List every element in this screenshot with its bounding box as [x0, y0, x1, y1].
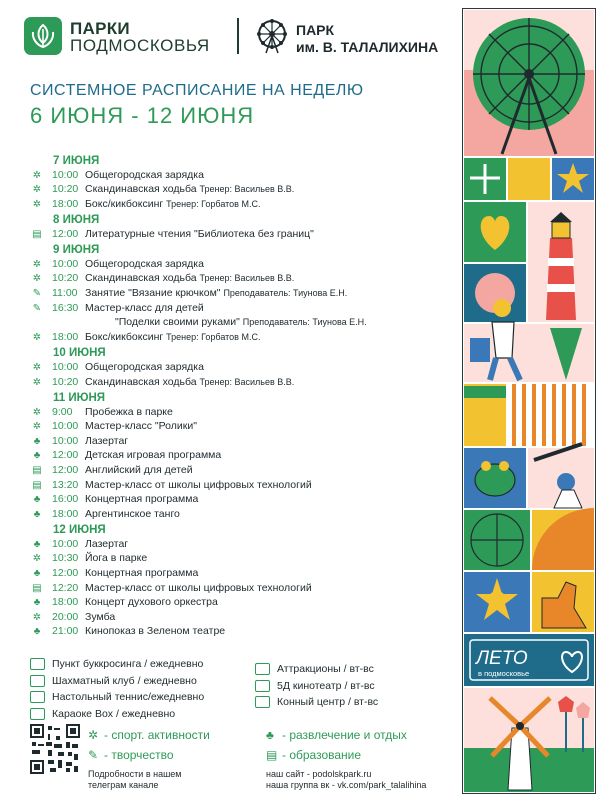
cinema-icon — [255, 680, 270, 692]
sport-icon: ✲ — [32, 198, 42, 210]
event-host: Тренер: Васильев В.В. — [199, 273, 295, 284]
day-heading: 7 ИЮНЯ — [53, 154, 100, 167]
feature-item: Караоке Box / ежедневно — [30, 706, 204, 723]
book-icon: ▤ — [266, 748, 278, 762]
fun-icon: ♣ — [33, 597, 41, 609]
sport-icon: ✲ — [32, 553, 42, 565]
contacts — [266, 769, 426, 791]
feature-item: Настольный теннис/ежедневно — [30, 689, 204, 706]
dog-icon — [532, 572, 594, 632]
sport-icon: ✲ — [32, 611, 42, 623]
brand-line2: ПОДМОСКОВЬЯ — [70, 36, 210, 55]
astronomer-icon — [528, 444, 594, 508]
event-title — [85, 301, 204, 316]
sport-icon: ✲ — [32, 331, 42, 343]
event-title — [85, 566, 198, 581]
legend-sport: ✲ - спорт. активности — [88, 728, 210, 742]
feature-item: Шахматный клуб / ежедневно — [30, 673, 204, 690]
event-time: 18:00 — [52, 330, 79, 343]
event-time: 12:00 — [52, 464, 79, 476]
site-link[interactable]: наш сайт - podolskpark.ru — [266, 769, 372, 779]
event-row — [30, 286, 450, 301]
event-time: 10:00 — [52, 420, 79, 433]
creative-icon: ✎ — [88, 748, 99, 762]
event-time: 12:00 — [52, 567, 79, 580]
event-title-cont — [115, 315, 367, 330]
event-title — [85, 168, 204, 183]
parks-logo-icon — [24, 17, 62, 55]
feature-item: Конный центр / вт-вс — [255, 694, 378, 711]
creative-icon: ✎ — [32, 288, 42, 300]
event-row — [30, 419, 450, 434]
event-title — [85, 624, 225, 639]
event-time: 11:00 — [52, 287, 78, 300]
event-title — [85, 537, 128, 552]
feature-item: Пункт буккросинга / ежедневно — [30, 656, 204, 673]
event-title — [85, 595, 218, 610]
sport-icon: ✲ — [32, 361, 42, 373]
fun-icon: ♣ — [266, 728, 274, 742]
feature-item: 5Д кинотеатр / вт-вс — [255, 678, 378, 695]
event-time: 16:30 — [52, 301, 79, 314]
event-time: 10:30 — [52, 552, 79, 565]
book-icon: ▤ — [32, 228, 42, 240]
leto-sub-text: в подмосковье — [478, 669, 530, 678]
event-title — [85, 419, 197, 434]
event-text: Мастер-класс "Ролики" — [85, 420, 197, 433]
event-time: 12:20 — [52, 581, 79, 594]
feature-item: Аттракционы / вт-вс — [255, 661, 378, 678]
event-text: Пробежка в парке — [85, 405, 173, 418]
event-title — [85, 448, 221, 463]
schedule-list — [30, 152, 450, 639]
fun-icon: ♣ — [33, 626, 41, 638]
windmill-icon — [464, 688, 594, 792]
event-time: 18:00 — [52, 507, 79, 520]
event-row — [30, 330, 450, 345]
event-title — [85, 257, 204, 272]
event-row — [30, 375, 450, 390]
event-text: Литературные чтения "Библиотека без границ" — [85, 227, 314, 240]
event-row — [30, 257, 450, 272]
brand-line1: ПАРКИ — [70, 19, 130, 38]
event-time: 18:00 — [52, 596, 79, 609]
event-text: Кинопоказ в Зеленом театре — [85, 625, 226, 638]
ferris-wheel-logo-icon — [254, 18, 290, 54]
event-title — [85, 182, 294, 197]
fun-icon: ♣ — [33, 450, 41, 462]
event-time: 13:20 — [52, 478, 79, 491]
event-text: Скандинавская ходьба — [85, 375, 197, 388]
legend-creative: ✎ - творчество — [88, 748, 174, 762]
chess-icon — [30, 675, 45, 687]
day-heading: 11 ИЮНЯ — [53, 391, 106, 404]
qr-code-icon[interactable] — [30, 724, 80, 774]
event-row — [30, 168, 450, 183]
event-text: Общегородская зарядка — [85, 360, 204, 373]
event-row — [30, 182, 450, 197]
sun-icon — [464, 572, 530, 632]
event-text: Бокс/кикбоксинг — [85, 330, 164, 343]
event-text: Мастер-класс от школы цифровых технологий — [85, 581, 312, 594]
event-text: Скандинавская ходьба — [85, 183, 197, 196]
event-row — [30, 197, 450, 212]
ferris-wheel-icon — [464, 10, 594, 156]
event-time: 10:00 — [52, 168, 79, 181]
event-time: 10:20 — [52, 272, 79, 285]
event-text: Концертная программа — [85, 493, 199, 506]
leto-text: ЛЕТО — [476, 648, 528, 669]
event-row — [30, 448, 450, 463]
park-line2: им. В. ТАЛАЛИХИНА — [296, 39, 439, 55]
event-row — [30, 405, 450, 420]
event-row — [30, 492, 450, 507]
sport-icon: ✲ — [32, 421, 42, 433]
event-title — [85, 463, 193, 478]
header — [0, 0, 455, 70]
event-title — [85, 551, 147, 566]
day-heading: 8 ИЮНЯ — [53, 213, 100, 226]
event-host: Преподаватель: Тиунова Е.Н. — [223, 288, 348, 299]
event-row — [30, 360, 450, 375]
sport-icon: ✲ — [32, 376, 42, 388]
schedule-dates: 6 ИЮНЯ - 12 ИЮНЯ — [30, 103, 255, 128]
book-icon: ▤ — [32, 582, 42, 594]
event-time: 18:00 — [52, 197, 79, 210]
event-time: 10:00 — [52, 434, 79, 447]
event-row — [30, 463, 450, 478]
horse-icon — [255, 696, 270, 708]
legend-fun: ♣ - развлечение и отдых — [266, 728, 407, 742]
brand-name — [70, 20, 210, 54]
event-text: Аргентинское танго — [85, 507, 180, 520]
event-row — [30, 610, 450, 625]
features-daily — [30, 656, 204, 722]
event-time: 16:00 — [52, 493, 79, 506]
event-row — [30, 595, 450, 610]
event-text: Зумба — [85, 610, 116, 623]
event-text: Общегородская зарядка — [85, 168, 204, 181]
event-row — [30, 478, 450, 493]
event-time: 10:00 — [52, 537, 79, 550]
event-title — [85, 478, 312, 493]
event-text: Занятие "Вязание крючком" — [85, 287, 221, 300]
event-title — [85, 375, 294, 390]
attractions-icon — [255, 663, 270, 675]
day-heading: 10 ИЮНЯ — [53, 346, 106, 359]
event-text: Общегородская зарядка — [85, 257, 204, 270]
fun-icon: ♣ — [33, 435, 41, 447]
event-row — [30, 624, 450, 639]
fun-icon: ♣ — [33, 568, 41, 580]
event-title — [85, 581, 312, 596]
day-heading: 9 ИЮНЯ — [53, 243, 100, 256]
event-host: Тренер: Горбатов М.С. — [166, 331, 261, 342]
sport-icon: ✲ — [32, 184, 42, 196]
vk-link[interactable]: наша группа вк - vk.com/park_talalihina — [266, 780, 427, 790]
event-text: Концертная программа — [85, 567, 199, 580]
event-text: Лазертаг — [85, 537, 129, 550]
summer-sign — [464, 634, 594, 686]
event-row — [30, 507, 450, 522]
event-text: Йога в парке — [85, 552, 148, 565]
event-title — [85, 610, 115, 625]
event-text: Английский для детей — [85, 464, 193, 476]
event-row — [30, 581, 450, 596]
legend-education: ▤ - образование — [266, 748, 362, 762]
event-title — [85, 197, 260, 212]
event-host: Тренер: Васильев В.В. — [199, 376, 295, 387]
event-row — [30, 537, 450, 552]
event-text: Мастер-класс от школы цифровых технологий — [85, 478, 312, 491]
event-title — [85, 492, 198, 507]
sport-icon: ✲ — [32, 273, 42, 285]
decorative-panel — [462, 8, 596, 794]
event-title — [85, 360, 204, 375]
lighthouse-icon — [528, 202, 594, 322]
event-time: 20:00 — [52, 610, 79, 623]
event-text: Концерт духового оркестра — [85, 596, 218, 609]
schedule-title: СИСТЕМНОЕ РАСПИСАНИЕ НА НЕДЕЛЮ — [30, 82, 364, 99]
event-text: Скандинавская ходьба — [85, 272, 197, 285]
event-text: Лазертаг — [85, 434, 129, 447]
event-title — [85, 286, 347, 301]
sport-icon: ✲ — [32, 169, 42, 181]
event-time: 10:00 — [52, 257, 79, 270]
book-exchange-icon — [30, 658, 45, 670]
event-title — [85, 330, 260, 345]
event-time: 12:00 — [52, 449, 79, 462]
event-time: 10:20 — [52, 183, 79, 196]
event-title — [85, 227, 314, 242]
event-title — [85, 507, 180, 522]
sport-icon: ✲ — [88, 728, 99, 742]
day-heading: 12 ИЮНЯ — [53, 523, 106, 536]
event-text: "Поделки своими руками" — [115, 316, 240, 329]
sport-icon: ✲ — [32, 258, 42, 270]
event-row — [30, 551, 450, 566]
header-divider — [237, 18, 239, 54]
creative-icon: ✎ — [32, 302, 42, 314]
event-time: 9:00 — [52, 405, 73, 418]
karaoke-icon — [30, 708, 45, 720]
event-time: 10:00 — [52, 360, 79, 373]
event-text: Детская игровая программа — [85, 449, 222, 462]
event-row — [30, 566, 450, 581]
event-row — [30, 434, 450, 449]
event-row — [30, 227, 450, 242]
event-title — [85, 434, 128, 449]
event-row — [30, 271, 450, 286]
park-name — [296, 22, 438, 56]
event-text: Мастер-класс для детей — [85, 301, 204, 314]
fun-icon: ♣ — [33, 508, 41, 520]
fun-icon: ♣ — [33, 494, 41, 506]
event-row — [30, 301, 450, 316]
event-time: 12:00 — [52, 227, 79, 240]
event-text: Бокс/кикбоксинг — [85, 197, 164, 210]
event-title — [85, 405, 173, 420]
book-icon: ▤ — [32, 465, 42, 476]
sport-icon: ✲ — [32, 406, 42, 418]
event-host: Тренер: Васильев В.В. — [199, 184, 295, 195]
event-host: Тренер: Горбатов М.С. — [166, 198, 261, 209]
park-line1: ПАРК — [296, 22, 335, 38]
table-tennis-icon — [30, 691, 45, 703]
features-weekly — [255, 661, 378, 711]
event-host: Преподаватель: Тиунова Е.Н. — [242, 317, 367, 328]
book-icon: ▤ — [32, 479, 42, 491]
telegram-note: Подробности в нашем телеграм канале — [88, 769, 182, 790]
event-row-continued — [30, 315, 450, 330]
heart-icon — [464, 202, 526, 262]
event-time: 10:20 — [52, 375, 79, 388]
event-time: 21:00 — [52, 625, 79, 638]
fun-icon: ♣ — [33, 538, 41, 550]
event-title — [85, 271, 294, 286]
